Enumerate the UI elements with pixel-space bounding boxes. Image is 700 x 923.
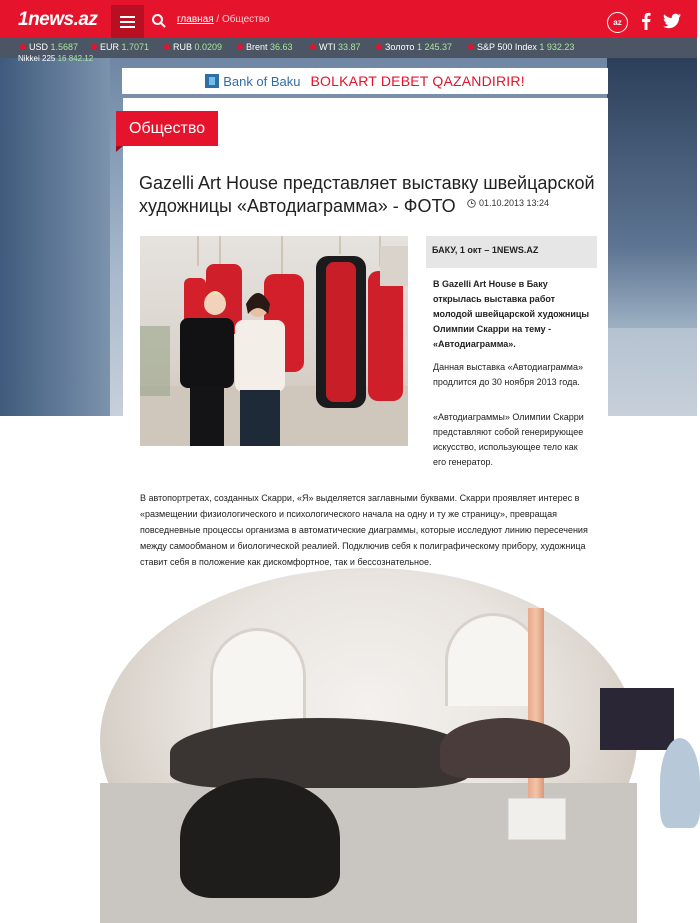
article-paragraph: «Автодиаграммы» Олимпии Скарри представляют собой генерирующее искусство, использующее тело как его генератор. [433,412,584,467]
photo-audience [170,718,470,788]
ticker-item[interactable]: Золото 1 245.37 [376,42,452,52]
ticker-dot-icon [20,44,26,50]
photo-arch [445,613,541,706]
site-logo[interactable]: 1news.az [18,9,98,30]
hamburger-line [120,16,135,18]
language-switch-button[interactable]: az [607,12,628,33]
article-title: Gazelli Art House представляет выставку швейцарской художницы «Автодиаграмма» - ФОТО [139,173,595,216]
photo-plinth [508,798,566,840]
article-date [467,198,549,208]
article-photo-gallery-room[interactable] [140,588,597,893]
ticker-item[interactable]: RUB 0.0209 [164,42,222,52]
breadcrumb-separator: / [216,14,220,25]
ticker-item[interactable]: USD 1.5687 [20,42,78,52]
clock-icon [467,199,476,208]
background-right-panel [607,58,697,328]
photo-illustration [140,236,408,446]
ad-banner[interactable] [122,68,608,94]
photo-audience [180,778,340,898]
ticker-item[interactable]: WTI 33.87 [310,42,361,52]
market-ticker [0,38,697,63]
background-left-panel [0,58,110,416]
photo-screen [600,688,674,750]
photo-column [528,608,544,808]
article-paragraph: Данная выставка «Автодиаграмма» продлится до 30 ноября 2013 года. [433,362,584,387]
bank-name: Bank of Baku [223,73,301,89]
hamburger-line [120,21,135,23]
article-photo-artists[interactable] [140,236,408,446]
ticker-item[interactable]: Brent 36.63 [237,42,293,52]
ticker-dot-icon [91,44,97,50]
article-lead: В Gazelli Art House в Баку открылась выставка работ молодой швейцарской художницы Олимпии Скарри на тему - «Автодиаграмма». [433,279,590,349]
facebook-icon[interactable] [641,12,651,30]
banner-text: BOLKART DEBET QAZANDIRIR! [310,73,525,89]
ticker-dot-icon [164,44,170,50]
photo-illustration [100,568,637,913]
search-icon[interactable] [151,13,167,29]
photo-audience [440,718,570,778]
category-label-tail [116,146,123,152]
article-dateline: БАКУ, 1 окт – 1NEWS.AZ [426,236,597,268]
ticker-item[interactable]: Nikkei 225 16 842.12 [18,54,94,63]
breadcrumb [177,14,270,25]
breadcrumb-current: Общество [221,14,270,25]
photo-speaker [660,738,700,828]
ticker-dot-icon [376,44,382,50]
breadcrumb-home-link[interactable]: главная [177,14,214,25]
ticker-item[interactable]: EUR 1.7071 [91,42,149,52]
hamburger-line [120,26,135,28]
bank-logo-icon [205,74,219,88]
ticker-item[interactable]: S&P 500 Index 1 932.23 [468,42,574,52]
hamburger-menu-button[interactable] [111,5,144,38]
bank-logo [205,74,300,89]
twitter-icon[interactable] [663,13,681,29]
ticker-dot-icon [310,44,316,50]
top-navigation-bar [0,5,697,38]
ticker-dot-icon [237,44,243,50]
article-date-text: 01.10.2013 13:24 [479,198,550,208]
article-body-paragraph: В автопортретах, созданных Скарри, «Я» выделяется заглавными буквами. Скарри проявляет интерес в «размещении физиологического и психологического начала на одну и ту же страницу», превращая повседневные процессы организма в автоматические диаграммы, которые исследуют линию пересечения между самообманом и биологической реалией. Подключив себя к полиграфическому прибору, художница ставит себя в положение как дискомфортное, так и бессознательное. [140,493,588,567]
ticker-dot-icon [468,44,474,50]
category-label[interactable]: Общество [116,111,218,146]
